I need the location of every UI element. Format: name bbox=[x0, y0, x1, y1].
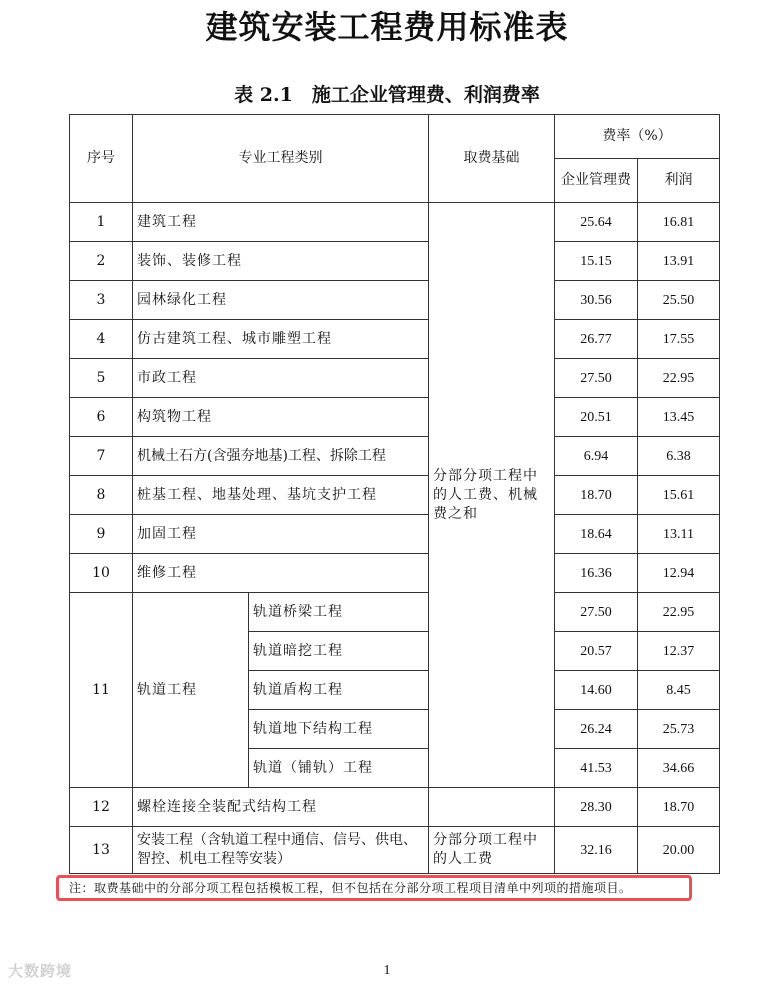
profit-rate: 22.95 bbox=[638, 359, 720, 398]
mgmt-rate: 32.16 bbox=[555, 827, 638, 874]
mgmt-rate: 18.64 bbox=[555, 515, 638, 554]
profit-rate: 13.11 bbox=[638, 515, 720, 554]
row-category: 桩基工程、地基处理、基坑支护工程 bbox=[133, 476, 429, 515]
profit-rate: 12.37 bbox=[638, 632, 720, 671]
header-rate: 费率（%） bbox=[555, 115, 720, 159]
row-number: 12 bbox=[70, 788, 133, 827]
header-profit: 利润 bbox=[638, 159, 720, 203]
header-mgmt: 企业管理费 bbox=[555, 159, 638, 203]
table-row bbox=[70, 827, 720, 874]
row-category: 机械土石方(含强夯地基)工程、拆除工程 bbox=[133, 437, 429, 476]
profit-rate: 12.94 bbox=[638, 554, 720, 593]
header-basis: 取费基础 bbox=[429, 115, 555, 203]
mgmt-rate: 15.15 bbox=[555, 242, 638, 281]
fee-rate-table bbox=[69, 114, 720, 874]
row-category: 构筑物工程 bbox=[133, 398, 429, 437]
table-row bbox=[70, 788, 720, 827]
profit-rate: 13.45 bbox=[638, 398, 720, 437]
table-row bbox=[70, 359, 720, 398]
mgmt-rate: 18.70 bbox=[555, 476, 638, 515]
row-category: 仿古建筑工程、城市雕塑工程 bbox=[133, 320, 429, 359]
table-row bbox=[70, 203, 720, 242]
mgmt-rate: 6.94 bbox=[555, 437, 638, 476]
mgmt-rate: 26.24 bbox=[555, 710, 638, 749]
profit-rate: 17.55 bbox=[638, 320, 720, 359]
mgmt-rate: 28.30 bbox=[555, 788, 638, 827]
row-subcategory: 轨道地下结构工程 bbox=[249, 710, 429, 749]
mgmt-rate: 25.64 bbox=[555, 203, 638, 242]
table-row bbox=[70, 398, 720, 437]
mgmt-rate: 27.50 bbox=[555, 593, 638, 632]
profit-rate: 16.81 bbox=[638, 203, 720, 242]
row-category: 维修工程 bbox=[133, 554, 429, 593]
row-number: 2 bbox=[70, 242, 133, 281]
table-row bbox=[70, 476, 720, 515]
row-number: 5 bbox=[70, 359, 133, 398]
table-row bbox=[70, 437, 720, 476]
row-number: 4 bbox=[70, 320, 133, 359]
page-number: 1 bbox=[383, 963, 391, 978]
table-row bbox=[70, 593, 720, 632]
row-number: 1 bbox=[70, 203, 133, 242]
row-number: 7 bbox=[70, 437, 133, 476]
header-seq: 序号 bbox=[70, 115, 133, 203]
mgmt-rate: 26.77 bbox=[555, 320, 638, 359]
row-category: 安装工程（含轨道工程中通信、信号、供电、智控、机电工程等安装） bbox=[133, 827, 429, 874]
row-number: 11 bbox=[70, 593, 133, 788]
row-category: 加固工程 bbox=[133, 515, 429, 554]
profit-rate: 13.91 bbox=[638, 242, 720, 281]
row-number: 9 bbox=[70, 515, 133, 554]
profit-rate: 8.45 bbox=[638, 671, 720, 710]
row-number: 8 bbox=[70, 476, 133, 515]
table-caption: 表 2.1 施工企业管理费、利润费率 bbox=[234, 84, 540, 106]
profit-rate: 20.00 bbox=[638, 827, 720, 874]
mgmt-rate: 30.56 bbox=[555, 281, 638, 320]
mgmt-rate: 20.51 bbox=[555, 398, 638, 437]
mgmt-rate: 20.57 bbox=[555, 632, 638, 671]
row-category: 园林绿化工程 bbox=[133, 281, 429, 320]
table-row bbox=[70, 242, 720, 281]
row-category: 市政工程 bbox=[133, 359, 429, 398]
row-subcategory: 轨道（铺轨）工程 bbox=[249, 749, 429, 788]
mgmt-rate: 41.53 bbox=[555, 749, 638, 788]
profit-rate: 25.50 bbox=[638, 281, 720, 320]
profit-rate: 6.38 bbox=[638, 437, 720, 476]
row-category: 建筑工程 bbox=[133, 203, 429, 242]
basis-last-cell: 分部分项工程中的人工费 bbox=[429, 827, 555, 874]
table-row bbox=[70, 320, 720, 359]
table-row bbox=[70, 281, 720, 320]
row-number: 3 bbox=[70, 281, 133, 320]
header-category: 专业工程类别 bbox=[133, 115, 429, 203]
profit-rate: 25.73 bbox=[638, 710, 720, 749]
row-subcategory: 轨道暗挖工程 bbox=[249, 632, 429, 671]
row-subcategory: 轨道桥梁工程 bbox=[249, 593, 429, 632]
mgmt-rate: 27.50 bbox=[555, 359, 638, 398]
profit-rate: 15.61 bbox=[638, 476, 720, 515]
profit-rate: 34.66 bbox=[638, 749, 720, 788]
document-title: 建筑安装工程费用标准表 bbox=[205, 8, 569, 46]
row-category: 装饰、装修工程 bbox=[133, 242, 429, 281]
mgmt-rate: 14.60 bbox=[555, 671, 638, 710]
table-row bbox=[70, 515, 720, 554]
watermark-logo: 大数跨境 bbox=[8, 962, 73, 980]
row-number: 10 bbox=[70, 554, 133, 593]
basis-main-cell: 分部分项工程中的人工费、机械费之和 bbox=[429, 203, 555, 788]
basis-row12-cell bbox=[429, 788, 555, 827]
row-category: 螺栓连接全装配式结构工程 bbox=[133, 788, 429, 827]
profit-rate: 22.95 bbox=[638, 593, 720, 632]
mgmt-rate: 16.36 bbox=[555, 554, 638, 593]
row-category: 轨道工程 bbox=[133, 593, 249, 788]
table-note: 注：取费基础中的分部分项工程包括模板工程，但不包括在分部分项工程项目清单中列项的措施项目。 bbox=[56, 875, 692, 901]
table-row bbox=[70, 554, 720, 593]
row-subcategory: 轨道盾构工程 bbox=[249, 671, 429, 710]
row-number: 6 bbox=[70, 398, 133, 437]
profit-rate: 18.70 bbox=[638, 788, 720, 827]
row-number: 13 bbox=[70, 827, 133, 874]
